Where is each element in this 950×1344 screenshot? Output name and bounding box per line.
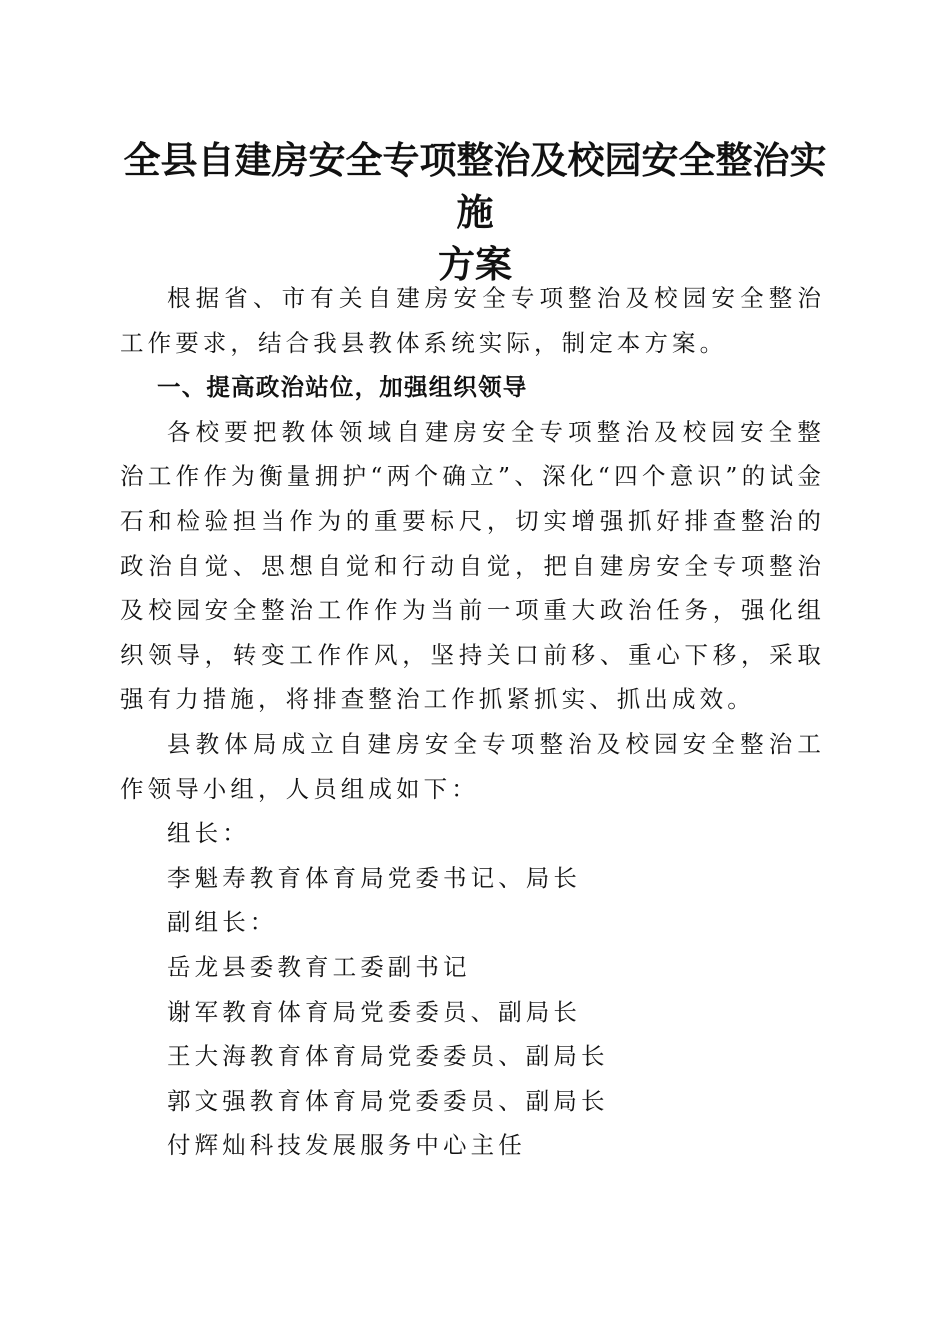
deputy-entry-5: 付辉灿科技发展服务中心主任 [167, 1131, 526, 1160]
section-paragraph-2: 县教体局成立自建房安全专项整治及校园安全整治工作领导小组，人员组成如下： [120, 729, 825, 803]
section-paragraph-1: 各校要把教体领域自建房安全专项整治及校园安全整治工作作为衡量拥护“两个确立”、深化“四个意识”的试金石和检验担当作为的重要标尺，切实增强抓好排查整治的政治自觉、思想自觉和行动自觉，把自建房安全专项整治及校园安全整治工作作为当前一项重大政治任务，强化组织领导，转变工作作风，坚持关口前移、重心下移，采取强有力措施，将排查整治工作抓紧抓实、抓出成效。 [120, 417, 825, 714]
deputy-entry-2: 谢军教育体育局党委委员、副局长 [167, 997, 581, 1026]
leader-entry: 李魁寿教育体育局党委书记、局长 [167, 863, 581, 892]
deputy-entry-3: 王大海教育体育局党委委员、副局长 [167, 1042, 609, 1071]
document-body [120, 276, 825, 1168]
deputy-entry-4: 郭文强教育体育局党委委员、副局长 [167, 1086, 609, 1115]
title-line-2: 方案 [438, 242, 512, 286]
title-line-1: 全县自建房安全专项整治及校园安全整治实施 [123, 138, 827, 234]
deputy-label: 副组长： [167, 908, 278, 937]
deputy-entry-1: 岳龙县委教育工委副书记 [167, 952, 471, 981]
document-title [110, 134, 840, 290]
section-heading-1: 一、提高政治站位，加强组织领导 [157, 373, 528, 402]
intro-paragraph: 根据省、市有关自建房安全专项整治及校园安全整治工作要求，结合我县教体系统实际，制定本方案。 [120, 284, 825, 357]
leader-label: 组长： [167, 819, 250, 848]
